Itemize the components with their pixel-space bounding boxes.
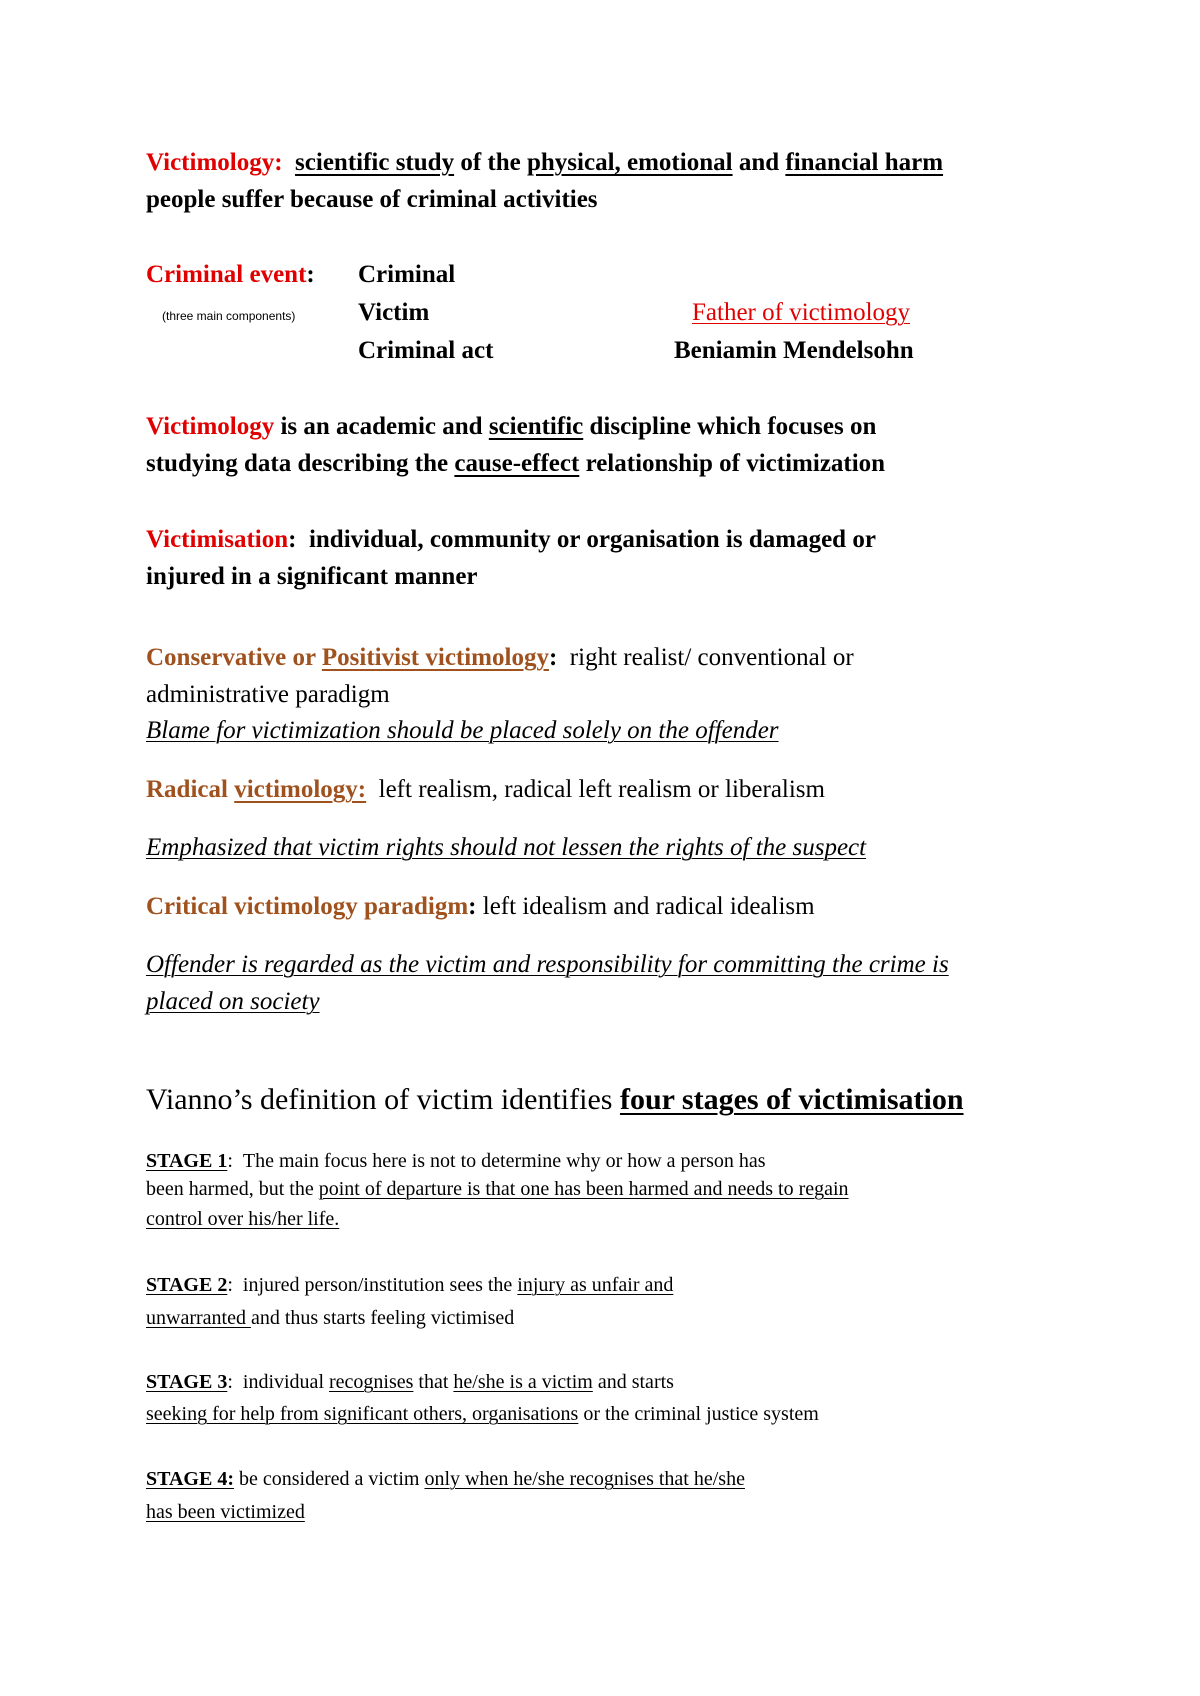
- radical-line: [146, 775, 825, 805]
- discipline-term: Victimology: [146, 413, 275, 440]
- conservative-term: Conservative or: [146, 644, 322, 671]
- discipline-line2-c: relationship of victimization: [579, 450, 886, 477]
- stage4-text-1a: be considered a victim: [233, 1468, 425, 1490]
- criminal-event-label: [146, 260, 315, 290]
- victimology-term: Victimology:: [146, 149, 283, 176]
- stage3-text-1d: he/she is a victim: [453, 1371, 593, 1393]
- victimisation-term: Victimisation: [146, 526, 289, 553]
- critical-note-line2: placed on society: [146, 988, 320, 1015]
- discipline-text-1: is an academic and: [274, 413, 489, 440]
- critical-line: [146, 892, 815, 922]
- stage2-text-1a: injured person/institution sees the: [242, 1274, 518, 1296]
- discipline-scientific: scientific: [488, 413, 584, 440]
- stage3-text-1e: and starts: [592, 1371, 674, 1393]
- stage1-text-1: The main focus here is not to determine why or how a person has: [242, 1150, 766, 1172]
- radical-term: Radical: [146, 776, 235, 803]
- radical-note: Emphasized that victim rights should not lessen the rights of the suspect: [146, 834, 867, 861]
- stage4-line1: [146, 1466, 745, 1492]
- financial-harm-text: financial harm: [785, 149, 944, 176]
- conservative-line2: administrative paradigm: [146, 681, 390, 708]
- criminal-event-colon: :: [306, 261, 315, 288]
- three-components-note: (three main components): [162, 309, 296, 323]
- conservative-desc: right realist/ conventional or: [569, 644, 854, 671]
- component-criminal-act: Criminal act: [358, 337, 494, 364]
- stage3-text-1c: that: [413, 1371, 454, 1393]
- critical-term: Critical victimology paradigm: [146, 893, 469, 920]
- stage2-colon: :: [227, 1274, 233, 1296]
- victimisation-text: individual, community or organisation is damaged or: [308, 526, 876, 553]
- victimisation-colon: :: [288, 526, 297, 553]
- scientific-study-text: scientific study: [295, 149, 455, 176]
- discipline-line2: [146, 449, 885, 479]
- father-label-text: Father of victimology: [692, 299, 911, 326]
- vianno-heading-text: Vianno’s definition of victim identifies: [146, 1083, 620, 1116]
- stage4-label: STAGE 4:: [146, 1468, 234, 1490]
- physical-emotional-text: physical, emotional: [526, 149, 733, 176]
- victimology-definition-line1: [146, 148, 943, 178]
- critical-desc: left idealism and radical idealism: [482, 893, 815, 920]
- victimisation-line2: injured in a significant manner: [146, 563, 478, 590]
- discipline-line1: [146, 412, 876, 442]
- stage2-label: STAGE 2: [146, 1274, 228, 1296]
- discipline-text-2: discipline which focuses on: [583, 413, 877, 440]
- stage3-line1: [146, 1369, 674, 1395]
- stage2-text-2a: unwarranted: [146, 1307, 251, 1329]
- stage3-line2: [146, 1401, 819, 1427]
- stage2-text-2b: and thus starts feeling victimised: [250, 1307, 515, 1329]
- father-of-victimology-label: [692, 298, 910, 328]
- father-name: Beniamin Mendelsohn: [674, 337, 914, 364]
- definition-connector-2: and: [732, 149, 786, 176]
- stage1-text-2a: been harmed, but the: [146, 1178, 319, 1200]
- stage4-line2: has been victimized: [146, 1501, 305, 1523]
- conservative-colon: :: [548, 644, 558, 671]
- vianno-heading: [146, 1082, 964, 1118]
- stage2-line1: [146, 1272, 673, 1298]
- discipline-line2-a: studying data describing the: [146, 450, 455, 477]
- critical-colon: :: [468, 893, 477, 920]
- radical-desc: left realism, radical left realism or liberalism: [378, 776, 825, 803]
- stage3-text-2a: seeking for help from significant others, organisations: [146, 1403, 579, 1425]
- component-victim: Victim: [358, 299, 430, 326]
- stage1-line1: [146, 1148, 766, 1174]
- critical-note-line1: Offender is regarded as the victim and responsibility for committing the crime is: [146, 951, 949, 978]
- radical-victimology-term: victimology:: [234, 776, 367, 803]
- stage3-text-2b: or the criminal justice system: [578, 1403, 819, 1425]
- component-criminal: Criminal: [358, 261, 456, 288]
- stage3-text-1a: individual: [242, 1371, 329, 1393]
- victimisation-line1: [146, 525, 876, 555]
- conservative-note: Blame for victimization should be placed solely on the offender: [146, 717, 779, 744]
- stage3-colon: :: [227, 1371, 233, 1393]
- stage3-text-1b: recognises: [329, 1371, 414, 1393]
- four-stages-text: four stages of victimisation: [619, 1083, 964, 1116]
- criminal-event-term: Criminal event: [146, 261, 307, 288]
- positivist-victimology-term: Positivist victimology: [321, 644, 549, 671]
- stage3-label: STAGE 3: [146, 1371, 228, 1393]
- stage1-label: STAGE 1: [146, 1150, 228, 1172]
- stage1-text-2b: point of departure is that one has been harmed and needs to regain: [318, 1178, 849, 1200]
- stage4-text-1b: only when he/she recognises that he/she: [424, 1468, 745, 1490]
- stage1-line3: control over his/her life.: [146, 1208, 340, 1230]
- stage1-colon: :: [227, 1150, 233, 1172]
- definition-connector-1: of the: [454, 149, 527, 176]
- conservative-line1: [146, 643, 854, 673]
- stage2-line2: [146, 1305, 514, 1331]
- stage1-line2: [146, 1176, 849, 1202]
- victimology-definition-line2: people suffer because of criminal activities: [146, 186, 598, 213]
- cause-effect-text: cause-effect: [454, 450, 580, 477]
- stage2-text-1b: injury as unfair and: [517, 1274, 674, 1296]
